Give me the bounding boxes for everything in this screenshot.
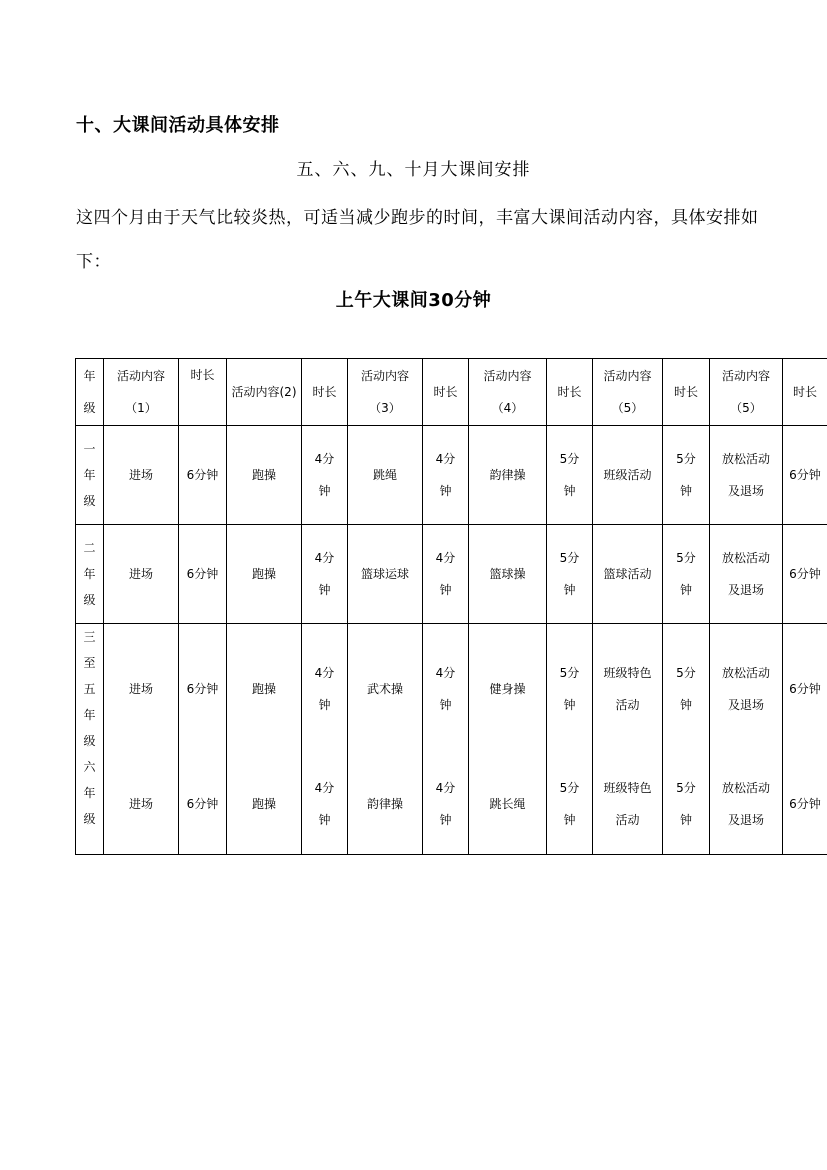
duration-cell: 6分钟 (179, 525, 227, 624)
header-cell: 时长 (179, 359, 227, 426)
activity-cell: 跑操 (227, 754, 302, 854)
duration-cell: 6分钟 (179, 426, 227, 525)
header-cell: 活动内容（4） (469, 359, 547, 426)
activity-cell: 健身操 (469, 624, 547, 755)
duration-cell: 6分钟 (783, 426, 827, 525)
activity-cell: 进场 (104, 426, 179, 525)
activity-cell: 跳长绳 (469, 754, 547, 854)
duration-cell: 5分钟 (547, 754, 593, 854)
table-row (76, 426, 827, 525)
activity-cell: 韵律操 (348, 754, 423, 854)
table-row (76, 525, 827, 624)
activity-cell: 武术操 (348, 624, 423, 755)
table-header-row (76, 359, 827, 426)
header-cell: 年级 (76, 359, 104, 426)
table-title: 上午大课间30分钟 (335, 290, 492, 311)
activity-cell: 放松活动及退场 (710, 624, 783, 755)
activity-cell: 班级特色活动 (593, 624, 663, 755)
duration-cell: 4分钟 (423, 426, 469, 525)
header-cell: 时长 (423, 359, 469, 426)
duration-cell: 6分钟 (783, 624, 827, 755)
duration-cell: 5分钟 (663, 525, 710, 624)
header-cell: 活动内容（5） (593, 359, 663, 426)
header-cell: 时长 (302, 359, 348, 426)
activity-cell: 跳绳 (348, 426, 423, 525)
activity-cell: 跑操 (227, 426, 302, 525)
activity-cell: 放松活动及退场 (710, 426, 783, 525)
duration-cell: 4分钟 (423, 525, 469, 624)
activity-cell: 进场 (104, 754, 179, 854)
table-row (76, 624, 827, 755)
duration-cell: 5分钟 (663, 624, 710, 755)
activity-cell: 放松活动及退场 (710, 754, 783, 854)
header-cell: 活动内容（1） (104, 359, 179, 426)
duration-cell: 6分钟 (179, 754, 227, 854)
grade-cell: 一年级 (76, 426, 104, 525)
activity-cell: 篮球活动 (593, 525, 663, 624)
duration-cell: 4分钟 (302, 754, 348, 854)
activity-cell: 跑操 (227, 525, 302, 624)
activity-cell: 篮球运球 (348, 525, 423, 624)
header-cell: 活动内容（5） (710, 359, 783, 426)
duration-cell: 6分钟 (783, 754, 827, 854)
grade-cell: 二年级 (76, 525, 104, 624)
intro-paragraph: 这四个月由于天气比较炎热，可适当减少跑步的时间，丰富大课间活动内容，具体安排如下： (76, 208, 759, 272)
duration-cell: 5分钟 (547, 426, 593, 525)
activity-cell: 班级活动 (593, 426, 663, 525)
activity-cell: 跑操 (227, 624, 302, 755)
duration-cell: 5分钟 (547, 525, 593, 624)
duration-cell: 4分钟 (423, 624, 469, 755)
schedule-subtitle: 五、六、九、十月大课间安排 (296, 160, 531, 180)
header-cell: 时长 (663, 359, 710, 426)
schedule-table (75, 358, 827, 855)
duration-cell: 4分钟 (423, 754, 469, 854)
duration-cell: 4分钟 (302, 525, 348, 624)
grade-cell: 三至五年级 (76, 624, 104, 755)
section-heading: 十、大课间活动具体安排 (76, 115, 280, 136)
header-cell: 时长 (547, 359, 593, 426)
activity-cell: 篮球操 (469, 525, 547, 624)
grade-cell: 六年级 (76, 754, 104, 854)
header-cell: 活动内容（3） (348, 359, 423, 426)
header-cell: 活动内容(2) (227, 359, 302, 426)
activity-cell: 进场 (104, 525, 179, 624)
duration-cell: 6分钟 (783, 525, 827, 624)
table-row (76, 754, 827, 854)
activity-cell: 进场 (104, 624, 179, 755)
header-cell: 时长 (783, 359, 827, 426)
duration-cell: 5分钟 (663, 754, 710, 854)
duration-cell: 6分钟 (179, 624, 227, 755)
duration-cell: 4分钟 (302, 624, 348, 755)
duration-cell: 5分钟 (547, 624, 593, 755)
duration-cell: 4分钟 (302, 426, 348, 525)
activity-cell: 放松活动及退场 (710, 525, 783, 624)
duration-cell: 5分钟 (663, 426, 710, 525)
activity-cell: 班级特色活动 (593, 754, 663, 854)
activity-cell: 韵律操 (469, 426, 547, 525)
